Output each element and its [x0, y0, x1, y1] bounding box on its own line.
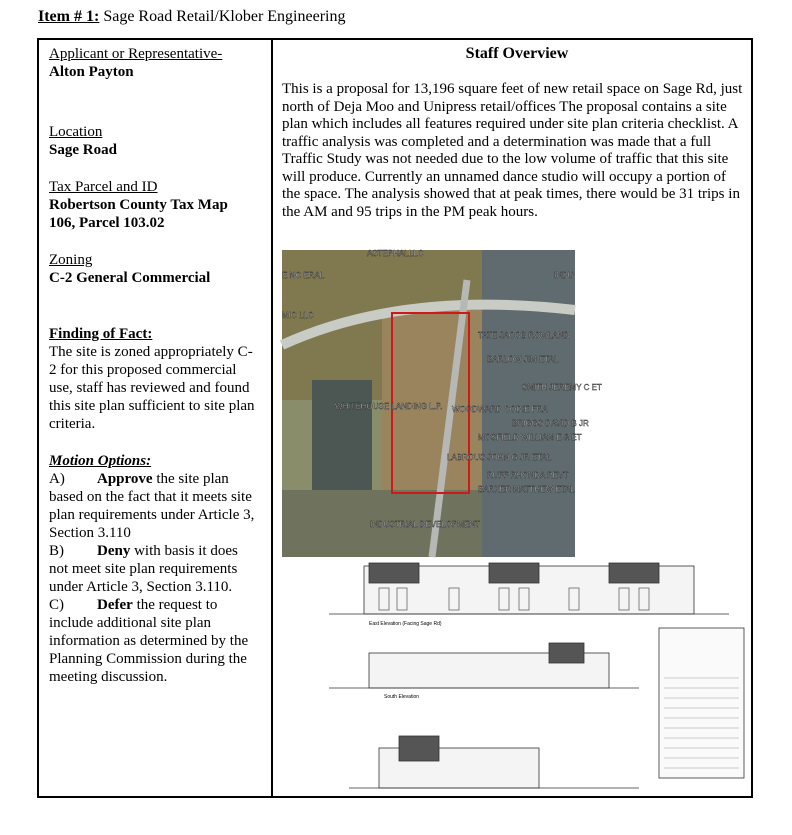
- item-heading: [38, 8, 345, 26]
- aerial-map-image: [282, 249, 602, 557]
- map-label-3: INDU: [554, 271, 574, 280]
- map-label-1: ASTEPHALLLC: [367, 249, 424, 258]
- staff-overview-text: This is a proposal for 13,196 square feet of new retail space on Sage Rd, just north of Deja Moo and Unipress retail/offices The proposal contains a site plan which includes all features required under site plan criteria checklist. A traffic analysis was completed and a determination was made that a full Traffic Study was not needed due to the low volume of traffic that this site will produce. Currently an unnamed dance studio will occupy a portion of the space. The analysis showed that at peak times, there would be 31 trips in the AM and 95 trips in the PM peak hours.: [282, 81, 743, 220]
- left-column: [49, 45, 259, 686]
- map-label-13: RUFF RHONDA REVT: [487, 471, 569, 480]
- motion-label: Motion Options:: [49, 453, 152, 469]
- map-label-14: BARKER MATTHEW ETAL: [478, 485, 575, 494]
- map-label-4: MIC LLC: [282, 311, 314, 320]
- applicant-block: [49, 45, 259, 81]
- option-a-text: the site plan based on the fact that it meets site plan requirements under Article 3, Section 3.110: [49, 471, 255, 541]
- option-c: [49, 596, 259, 686]
- motion-block: [49, 452, 259, 686]
- location-block: [49, 123, 259, 159]
- tax-value-line1: Robertson County Tax Map: [49, 197, 228, 213]
- finding-text: The site is zoned appropriately C-2 for this proposed commercial use, staff has reviewed and found this site plan sufficient to site plan criteria.: [49, 344, 255, 432]
- applicant-value: Alton Payton: [49, 64, 134, 80]
- finding-label: Finding of Fact:: [49, 326, 153, 342]
- tax-value-line2: 106, Parcel 103.02: [49, 215, 165, 231]
- option-b-text: with basis it does not meet site plan requirements under Article 3, Section 3.110.: [49, 543, 238, 595]
- tax-block: [49, 178, 259, 232]
- map-label-6: BARLOW JIM ETAL: [487, 355, 559, 364]
- staff-overview-title: Staff Overview: [465, 45, 569, 62]
- map-label-2: E NC ERAL: [282, 271, 325, 280]
- elevation-drawings: [309, 558, 749, 798]
- column-divider: [271, 40, 273, 796]
- map-label-11: MOSFIELD WILLIAM E & ET: [478, 433, 582, 442]
- east-elevation-caption: East Elevation (Facing Sage Rd): [369, 621, 442, 627]
- option-b-letter: B): [49, 543, 64, 559]
- option-a: [49, 470, 259, 542]
- option-c-letter: C): [49, 597, 64, 613]
- option-a-action: Approve: [97, 471, 153, 487]
- zoning-label: Zoning: [49, 252, 93, 268]
- zoning-block: [49, 251, 259, 287]
- applicant-label: Applicant or Representative-: [49, 46, 223, 62]
- option-a-letter: A): [49, 471, 65, 487]
- tax-label: Tax Parcel and ID: [49, 179, 158, 195]
- item-table: [37, 38, 753, 798]
- item-title: Sage Road Retail/Klober Engineering: [103, 8, 346, 25]
- aerial-map: [282, 249, 602, 557]
- location-value: Sage Road: [49, 142, 117, 158]
- option-c-action: Defer: [97, 597, 133, 613]
- zoning-value: C-2 General Commercial: [49, 270, 211, 286]
- option-b: [49, 542, 259, 596]
- option-b-action: Deny: [97, 543, 131, 559]
- south-elevation-caption: South Elevation: [384, 694, 420, 700]
- elevation-drawings-image: [309, 558, 749, 798]
- item-number: Item # 1:: [38, 8, 100, 25]
- finding-block: [49, 325, 259, 433]
- map-label-7: SMITH JEREMY C ET: [522, 383, 602, 392]
- map-label-10: BRIGGS DAVID B JR: [512, 419, 589, 428]
- option-c-text: the request to include additional site plan information as determined by the Planning Commission during the meeting discussion.: [49, 597, 249, 685]
- map-label-8: WHITEHOUSE LANDING L.P.: [335, 402, 443, 411]
- map-label-9: WOODWARD CODIE FRA: [452, 405, 548, 414]
- map-label-5: TATE JACOB ROWLAND: [478, 331, 570, 340]
- map-label-12: LABROUS JOHN G JR ETAL: [447, 453, 552, 462]
- map-label-15: INDUSTRIAL DEVELOPMENT: [370, 520, 480, 529]
- right-column: [282, 40, 752, 221]
- location-label: Location: [49, 124, 103, 140]
